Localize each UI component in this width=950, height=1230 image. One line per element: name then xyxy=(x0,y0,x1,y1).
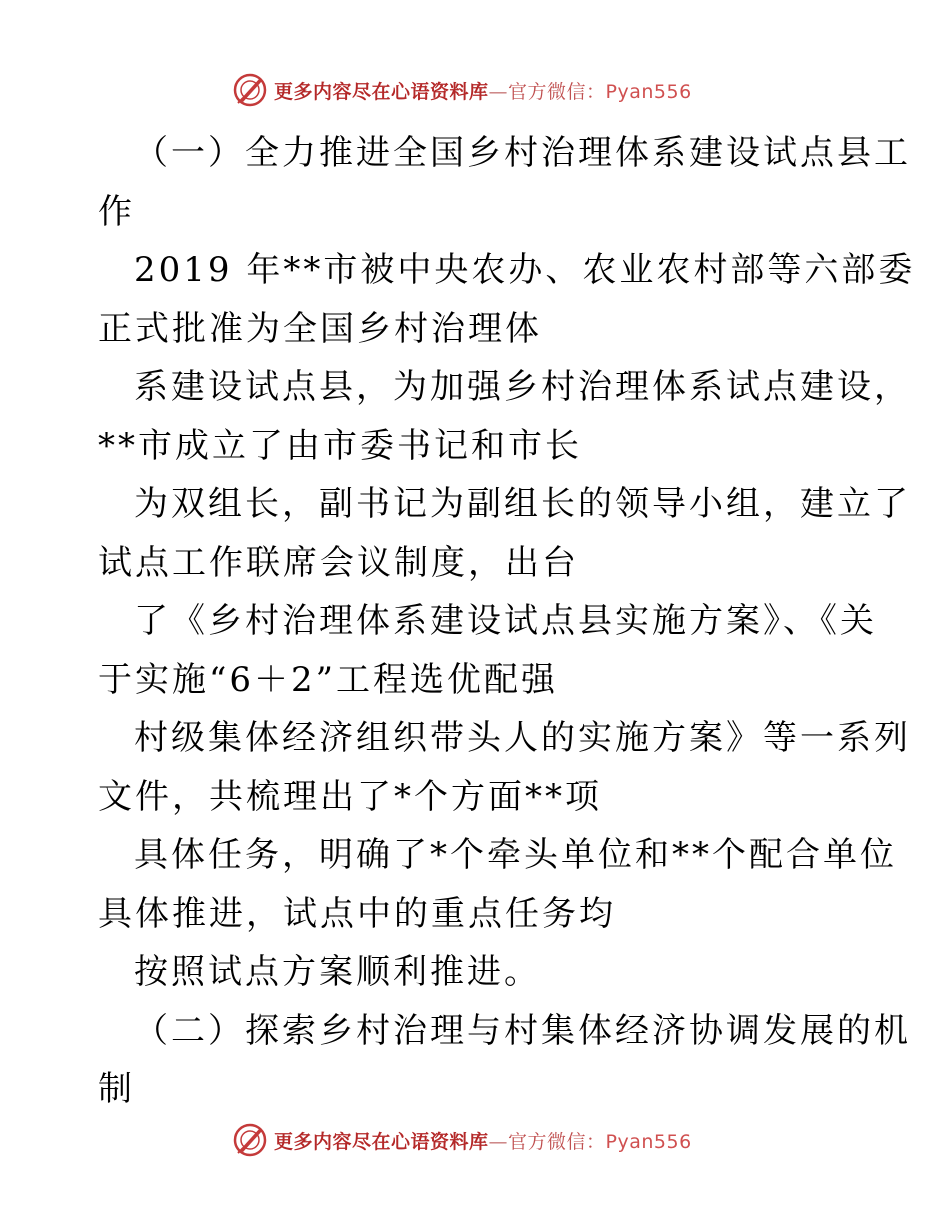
watermark-dash: — xyxy=(488,1130,509,1153)
text-line: 了《乡村治理体系建设试点县实施方案》、《关 xyxy=(134,601,877,641)
quill-logo-icon xyxy=(232,72,268,108)
watermark-wechat-id: Pyan556 xyxy=(605,80,692,103)
text-line: 具体任务，明确了*个牵头单位和**个配合单位 xyxy=(134,835,897,875)
text-line: 为双组长，副书记为副组长的领导小组，建立了 xyxy=(134,484,911,524)
watermark-wechat-id: Pyan556 xyxy=(605,1130,692,1153)
text-line: 文件，共梳理出了*个方面**项 xyxy=(98,776,602,817)
text-line: 按照试点方案顺利推进。 xyxy=(134,952,541,992)
text-line: 作 xyxy=(98,191,135,232)
watermark-label: 官方微信： xyxy=(508,80,606,103)
text-line: 具体推进，试点中的重点任务均 xyxy=(98,893,616,934)
watermark-brand: 更多内容尽在心语资料库 xyxy=(274,1130,489,1153)
text-line: 村级集体经济组织带头人的实施方案》等一系列 xyxy=(134,718,911,758)
section-heading-2: （二）探索乡村治理与村集体经济协调发展的机 xyxy=(134,1010,911,1051)
watermark-text xyxy=(274,77,692,104)
text-line: 制 xyxy=(98,1069,135,1109)
section-heading-1: （一）全力推进全国乡村治理体系建设试点县工 xyxy=(134,133,911,173)
watermark-brand: 更多内容尽在心语资料库 xyxy=(274,80,489,103)
text-line: 试点工作联席会议制度，出台 xyxy=(98,542,579,583)
quill-logo-icon xyxy=(232,1122,268,1158)
text-line: 2019 年**市被中央农办、农业农村部等六部委 xyxy=(134,250,916,290)
document-body xyxy=(98,124,916,1119)
text-line: 于实施“6＋2”工程选优配强 xyxy=(98,659,559,700)
text-line: 正式批准为全国乡村治理体 xyxy=(98,308,542,349)
header-watermark xyxy=(232,72,692,108)
watermark-label: 官方微信： xyxy=(508,1130,606,1153)
footer-watermark xyxy=(232,1122,692,1158)
watermark-text xyxy=(274,1127,692,1154)
watermark-dash: — xyxy=(488,80,509,103)
text-line: 系建设试点县，为加强乡村治理体系试点建设， xyxy=(134,367,911,407)
text-line: **市成立了由市委书记和市长 xyxy=(98,425,582,466)
